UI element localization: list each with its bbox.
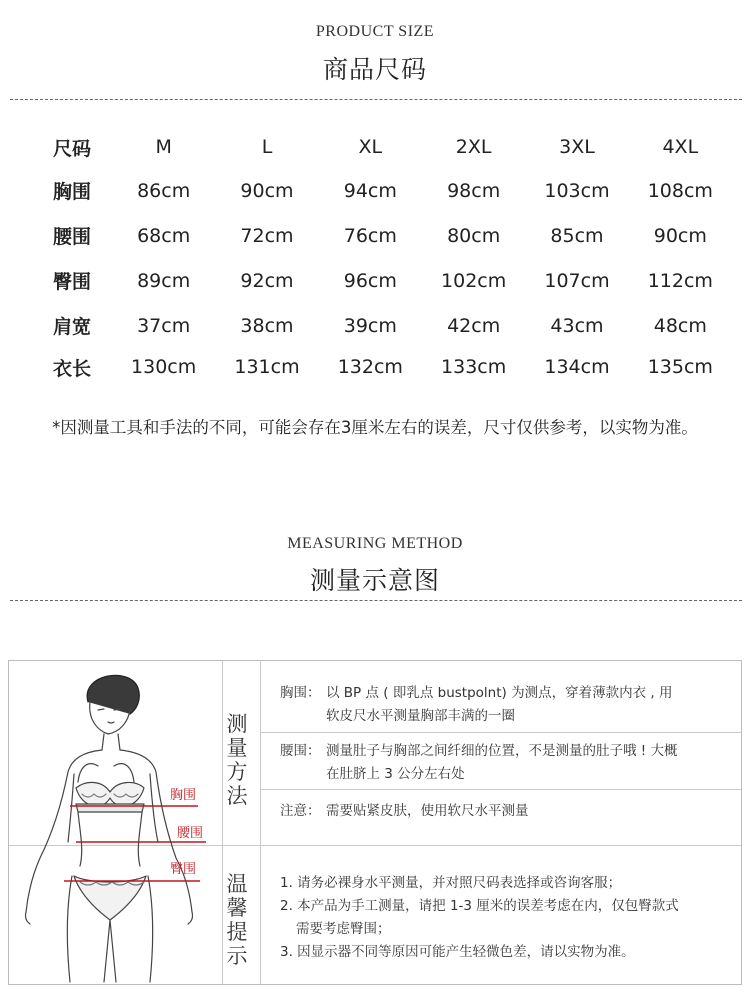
tip-item: 3. 因显示器不同等原因可能产生轻微色差，请以实物为准。 [280,944,635,960]
bust-text-2: 软皮尺水平测量胸部丰满的一圈 [326,708,515,724]
tip-item-continued: 需要考虑臀围； [296,921,391,937]
table-cell: 43cm [550,314,604,337]
tip-item: 2. 本产品为手工测量，请把 1-3 厘米的误差考虑在内，仅包臀款式 [280,898,679,914]
divider [10,600,742,601]
table-cell: 42cm [447,314,501,337]
waist-key: 腰围： [280,743,321,759]
column-divider [260,661,261,984]
bust-key: 胸围： [280,685,321,701]
header-cell: 尺码 [52,137,91,160]
row-label: 衣长 [52,357,91,380]
row-label: 臀围 [52,271,91,293]
hip-label: 臀围 [170,862,197,877]
table-cell: 98cm [447,179,501,202]
table-cell: 48cm [653,314,707,337]
table-cell: 134cm [544,356,610,378]
table-cell: 39cm [343,314,397,337]
measuring-method-title-en: MEASURING METHOD [287,535,463,552]
notice-key: 注意： [280,803,321,819]
table-cell: 103cm [544,179,610,202]
table-cell: 102cm [441,269,507,292]
table-cell: 131cm [234,356,300,378]
bust-method [280,682,726,728]
table-cell: 107cm [544,269,610,292]
table-row [32,213,732,258]
method-label: 测 量 方 法 [226,712,248,808]
tips-list [280,872,730,964]
table-cell: 38cm [240,314,294,337]
row-label: 腰围 [52,226,91,248]
row-divider [260,789,741,790]
bust-text-1: 以 BP 点 ( 即乳点 bustpolnt) 为测点，穿着薄款内衣 , 用 [326,685,673,701]
table-cell: 90cm [240,179,294,202]
table-header-row [32,126,732,168]
notice-text: 需要贴紧皮肤，使用软尺水平测量 [326,803,529,819]
table-cell: 135cm [647,356,713,378]
row-divider [260,732,741,733]
tip-item: 1. 请务必裸身水平测量，并对照尺码表选择或咨询客服； [280,875,622,891]
table-row [32,258,732,303]
table-cell: 108cm [647,179,713,202]
table-cell: 86cm [137,179,191,202]
header-cell: 2XL [455,136,492,158]
table-cell: 133cm [441,356,507,378]
waist-text-2: 在肚脐上 3 公分左右处 [326,766,465,782]
tips-label: 温 馨 提 示 [226,872,248,968]
table-row [32,303,732,348]
table-cell: 94cm [343,179,397,202]
header-cell: XL [358,136,383,158]
table-row [32,348,732,386]
table-cell: 92cm [240,269,294,292]
waist-label: 腰围 [177,826,204,841]
table-cell: 112cm [647,269,713,292]
table-cell: 96cm [343,269,397,292]
divider [10,99,742,100]
row-label: 肩宽 [52,316,91,338]
bust-label: 胸围 [170,788,197,803]
table-cell: 76cm [343,224,397,247]
table-cell: 72cm [240,224,294,247]
table-row [32,168,732,213]
table-cell: 132cm [337,356,403,378]
header-cell: M [155,136,172,158]
product-size-title-en: PRODUCT SIZE [315,23,435,40]
product-size-title: 商品尺码 [322,55,427,84]
waist-text-1: 测量肚子与胸部之间纤细的位置，不是测量的肚子哦 ! 大概 [326,743,678,759]
header-cell: 3XL [559,136,595,158]
table-cell: 90cm [653,224,707,247]
notice-method [280,800,726,823]
header-cell: L [261,136,273,158]
measurement-note: *因测量工具和手法的不同，可能会存在3厘米左右的误差，尺寸仅供参考，以实物为准。 [52,418,698,437]
table-cell: 89cm [137,269,191,292]
body-figure-illustration [10,662,250,984]
table-cell: 68cm [137,224,191,247]
table-cell: 130cm [131,356,197,378]
table-cell: 80cm [447,224,501,247]
measuring-method-title: 测量示意图 [309,566,440,595]
row-label: 胸围 [52,181,91,203]
table-cell: 37cm [137,314,191,337]
table-cell: 85cm [550,224,604,247]
size-table [32,126,732,386]
waist-method [280,740,726,786]
header-cell: 4XL [662,136,699,158]
